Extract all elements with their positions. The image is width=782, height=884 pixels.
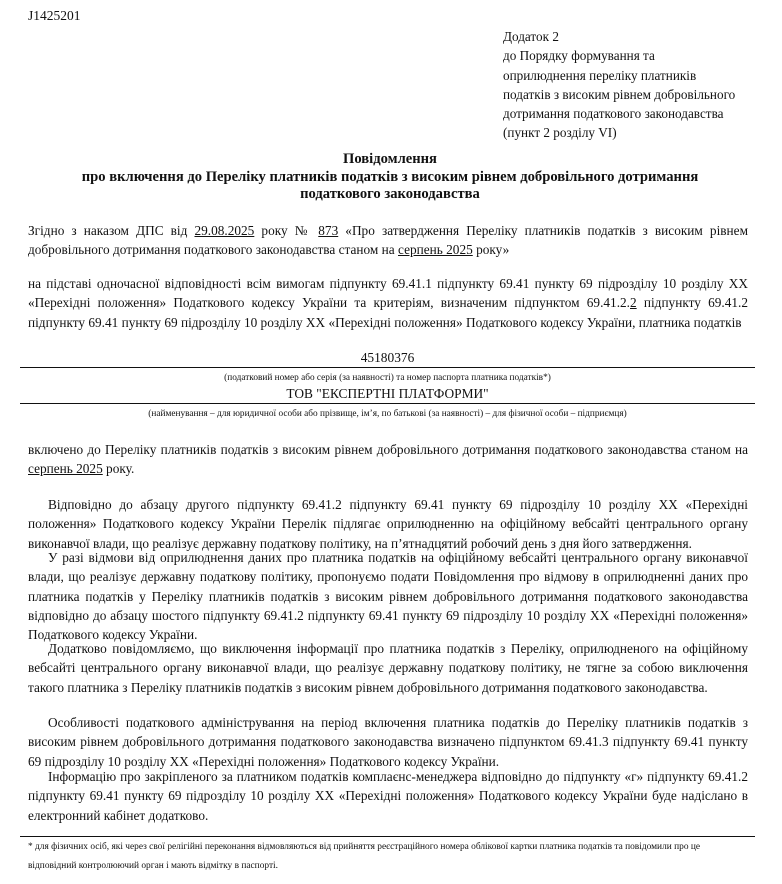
taxpayer-name-value: ТОВ "ЕКСПЕРТНІ ПЛАТФОРМИ" xyxy=(286,386,489,401)
text: включено до Переліку платників податків з високим рівнем добровільного дотримання податкового законодавства станом на xyxy=(28,442,748,457)
body-paragraph-publication: Відповідно до абзацу другого підпункту 69.41.2 підпункту 69.41 пункту 69 підрозділу 10 розділу XX «Перехідні положення» Податкового кодексу України Перелік підлягає оприлюдненню на офіційному вебсайті центрального органу виконавчої влади, що реалізує державну податкову політику, на п’ятнадцятий робочий день з дня його затвердження. xyxy=(28,497,748,551)
title-line: про включення до Переліку платників податків з високим рівнем добровільного дотримання xyxy=(81,168,699,185)
order-period: серпень 2025 xyxy=(398,242,473,258)
inclusion-statement xyxy=(28,440,748,479)
order-reference-paragraph xyxy=(28,221,748,260)
text: року № xyxy=(254,223,319,238)
body-paragraph-administration: Особливості податкового адміністрування на період включення платника податків до Переліку платників податків з високим рівнем добровільного дотримання податкового законодавства визначено підпунктом 69.41.3 підпункту 69.41 пункту 69 підрозділу 10 розділу XX «Перехідні положення» Податкового кодексу України. xyxy=(28,715,748,769)
text: підпункту 69.41.2 підпункту 69.41 пункту 69 підрозділу 10 розділу XX «Перехідні положення» Податкового кодексу України, платника податків xyxy=(28,295,748,330)
footnote-separator xyxy=(20,836,755,837)
appendix-line: до Порядку формування та xyxy=(503,48,655,64)
order-date: 29.08.2025 xyxy=(194,223,255,238)
document-title xyxy=(20,151,760,204)
tax-number-value: 45180376 xyxy=(360,350,415,365)
appendix-line: податків з високим рівнем добровільного xyxy=(503,86,736,102)
form-code: J1425201 xyxy=(28,8,81,23)
text: Згідно з наказом ДПС від xyxy=(28,223,195,238)
appendix-reference xyxy=(503,27,773,143)
body-paragraph-compliance-manager: Інформацію про закріпленого за платником податків комплаєнс-менеджера відповідно до підпункту «г» підпункту 69.41.2 підпункту 69.41 пункту 69 підрозділу 10 розділу XX «Перехідні положення» Податкового кодексу України буде надіслано в електронний кабінет додатково. xyxy=(28,769,748,823)
inclusion-period: серпень 2025 xyxy=(28,461,103,477)
taxpayer-name-caption: (найменування – для юридичної особи або прізвище, ім’я, по батькові (за наявності) – для фізичної особи – підприємця) xyxy=(148,409,627,419)
appendix-line: оприлюднення переліку платників xyxy=(503,67,697,83)
tax-number-caption: (податковий номер або серія (за наявності) та номер паспорта платника податків*) xyxy=(224,373,551,383)
text: «Про затвердження Переліку платників податків з високим рівнем добровільного дотримання податкового законодавства станом на xyxy=(28,223,748,258)
text: року» xyxy=(472,242,510,258)
text: року. xyxy=(102,461,135,477)
body-paragraph-exclusion: Додатково повідомляємо, що виключення інформації про платника податків з Переліку, оприлюдненого на офіційному вебсайті центрального органу виконавчої влади, що реалізує державну податкову політику, не тягне за собою виключення такого платника з Переліку платників податків з високим рівнем добровільного дотримання податкового законодавства. xyxy=(28,641,748,695)
tax-number-underline xyxy=(20,367,755,368)
footnote: * для фізичних осіб, які через свої релігійні переконання відмовляються від прийняття реєстраційного номера облікової картки платника податків та повідомили про це відповідний контролюючий орган і мають відмітку в паспорті. xyxy=(28,842,701,871)
body-paragraph-refusal: У разі відмови від оприлюднення даних про платника податків на офіційному вебсайті центрального органу виконавчої влади, що реалізує державну податкову політику, пропонуємо подати Повідомлення про відмову в оприлюдненні даних про платника податків у Переліку платників податків з високим рівнем добровільного дотримання податкового законодавства відповідно до абзацу шостого підпункту 69.41.2 підпункту 69.41 пункту 69 підрозділу 10 розділу XX «Перехідні положення» Податкового кодексу України. xyxy=(28,550,748,643)
title-line: Повідомлення xyxy=(343,151,437,167)
basis-paragraph xyxy=(28,274,748,332)
taxpayer-name-underline xyxy=(20,403,755,404)
criterion-number: 2 xyxy=(630,295,637,311)
appendix-line: дотримання податкового законодавства xyxy=(503,106,724,122)
text: на підставі одночасної відповідності всім вимогам підпункту 69.41.1 підпункту 69.41 пункту 69 підрозділу 10 розділу XX «Перехідні положення» Податкового кодексу України та критеріям, визначеним підпунктом 69.41.2. xyxy=(28,276,748,311)
title-line: податкового законодавства xyxy=(300,186,480,202)
appendix-line: Додаток 2 xyxy=(503,29,559,44)
appendix-line: (пункт 2 розділу VI) xyxy=(503,125,617,141)
order-number: 873 xyxy=(318,223,339,238)
